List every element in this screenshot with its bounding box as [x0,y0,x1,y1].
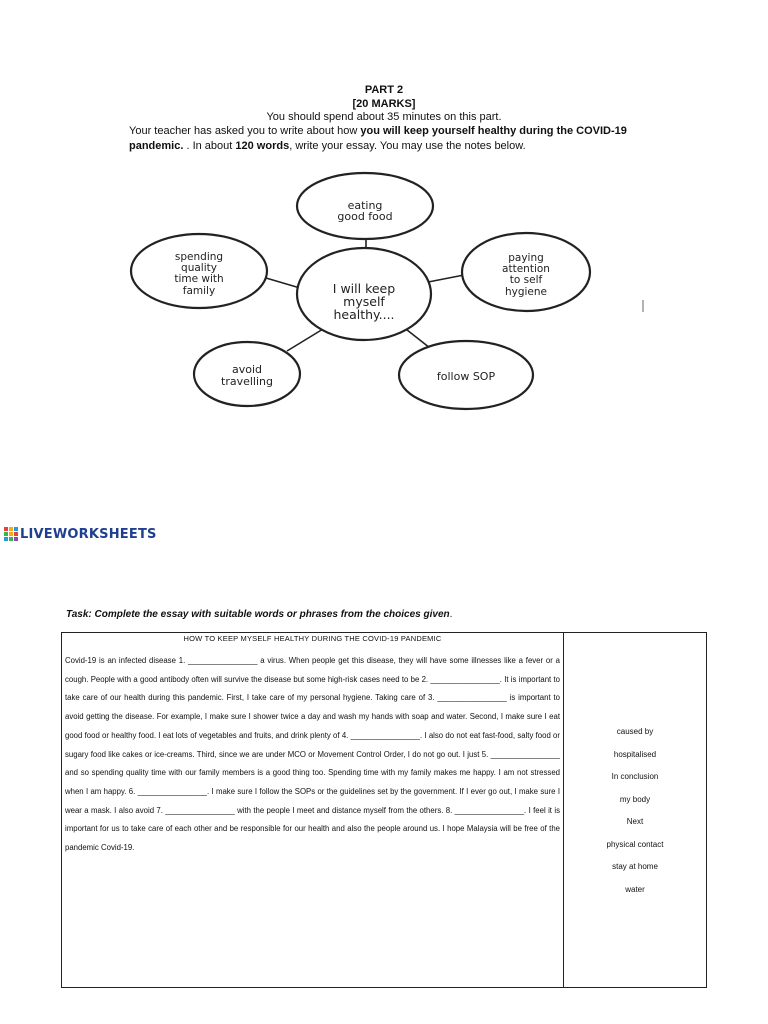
essay-title: HOW TO KEEP MYSELF HEALTHY DURING THE COVID-19 PANDEMIC [183,634,442,643]
part-title: PART 2 [364,84,404,96]
choice-item[interactable]: physical contact [606,839,664,849]
logo-cell [4,532,8,536]
liveworksheets-logo [4,525,157,543]
logo-cell [9,532,13,536]
part-marks: [20 MARKS] [352,98,416,110]
instruction-text: Your teacher has asked you to write about how you will keep yourself healthy during the COVID-19 pandemic. . In about 120 words, write your essay. You may use the notes below. [129,125,627,152]
node-text-follow-sop: follow SOP [436,370,496,383]
center-text: I will keep myself healthy.... [332,281,396,322]
node-text-avoid-travelling: avoid travelling [221,363,273,388]
choice-item[interactable]: In conclusion [611,772,659,781]
essay-column [62,633,564,987]
node-text-spending-quality-time: spending quality time with family [174,251,224,297]
connector-left [266,278,300,288]
logo-cell [9,527,13,531]
node-text-eating-good-food: eating good food [337,199,393,223]
choice-item[interactable]: hospitalised [613,749,657,759]
time-note: You should spend about 35 minutes on this part. [266,111,502,123]
mind-map-diagram [0,0,768,440]
logo-cell [14,527,18,531]
essay-body: Covid-19 is an infected disease 1. ________________ a virus. When people get this disease, they will have some illnesses like a fever or a cough. People with a good antibody often will survive the disease but some high-risk cases need to be 2. ________________. It is important to take care of our health during this pandemic. First, I take care of my personal hygiene. Taking care of 3. ________________ is important to avoid getting the disease. For example, I make sure I shower twice a day and wash my hands with soap and water. Second, I make sure I eat good food or healthy food. I eat lots of vegetables and fruits, and drink plenty of 4. ________________. I also do not eat fast-food, salty food or sugary food like cakes or ice-creams. Third, since we are under MCO or Movement Control Order, I do not go out. I just 5. ________________ and so spending quality time with our family members is a good thing too. Spending time with my family makes me happy. I am not stressed when I am happy. 6. ________________. I make sure I follow the SOPs or the guidelines set by the government. If I ever go out, I make sure I wear a mask. I also avoid 7. ________________ with the people I meet and distance myself from the others. 8. ________________. I feel it is important for us to take care of each other and be responsible for our health and also the people around us. I hope Malaysia will be free of the pandemic Covid-19. [65,656,560,853]
logo-cell [14,537,18,541]
essay-table [61,632,707,988]
logo-cell [14,532,18,536]
choices-box [564,721,706,901]
logo-cell [4,527,8,531]
logo-cell [4,537,8,541]
logo-cell [9,537,13,541]
choice-item[interactable]: Next [626,817,644,826]
choice-item[interactable]: my body [619,794,651,804]
task-instruction: Task: Complete the essay with suitable words or phrases from the choices given. [66,609,453,620]
node-text-paying-attention: paying attention to self hygiene [502,252,550,298]
logo-text: LIVEWORKSHEETS [20,526,157,542]
choice-item[interactable]: water [625,884,645,894]
choice-item[interactable]: caused by [616,727,654,736]
choice-item[interactable]: stay at home [612,862,658,871]
logo-grid-icon [4,527,18,541]
